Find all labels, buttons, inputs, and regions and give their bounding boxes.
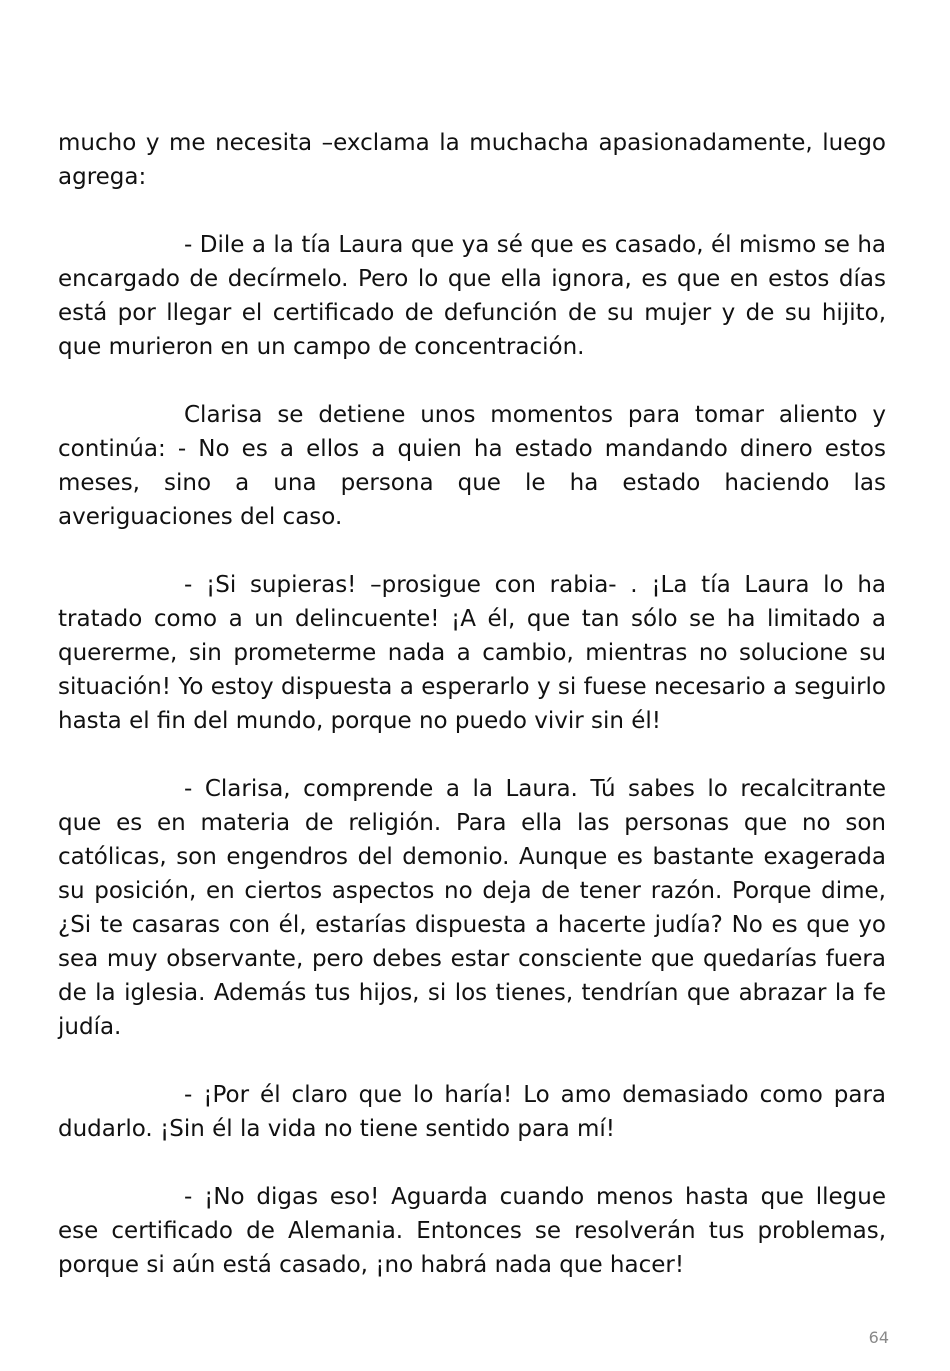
body-text xyxy=(58,126,886,1316)
paragraph-7: - ¡No digas eso! Aguarda cuando menos hasta que llegue ese certificado de Alemania. Entonces se resolverán tus problemas, porque si aún está casado, ¡no habrá nada que hacer! xyxy=(58,1184,886,1278)
paragraph-4: - ¡Si supieras! –prosigue con rabia- . ¡La tía Laura lo ha tratado como a un delincuente! ¡A él, que tan sólo se ha limitado a quererme, sin prometerme nada a cambio, mientras no solucione su situación! Yo estoy dispuesta a esperarlo y si fuese necesario a seguirlo hasta el fin del mundo, porque no puedo vivir sin él! xyxy=(58,572,886,734)
paragraph-6: - ¡Por él claro que lo haría! Lo amo demasiado como para dudarlo. ¡Sin él la vida no tiene sentido para mí! xyxy=(58,1082,886,1142)
paragraph-5: - Clarisa, comprende a la Laura. Tú sabes lo recalcitrante que es en materia de religión. Para ella las personas que no son católicas, son engendros del demonio. Aunque es bastante exagerada su posición, en ciertos aspectos no deja de tener razón. Porque dime, ¿Si te casaras con él, estarías dispuesta a hacerte judía? No es que yo sea muy observante, pero debes estar consciente que quedarías fuera de la iglesia. Además tus hijos, si los tienes, tendrían que abrazar la fe judía. xyxy=(58,776,886,1040)
paragraph-2: - Dile a la tía Laura que ya sé que es casado, él mismo se ha encargado de decírmelo. Pero lo que ella ignora, es que en estos días está por llegar el certificado de defunción de su mujer y de su hijito, que murieron en un campo de concentración. xyxy=(58,232,886,360)
paragraph-1: mucho y me necesita –exclama la muchacha apasionadamente, luego agrega: xyxy=(58,130,886,190)
paragraph-3: Clarisa se detiene unos momentos para tomar aliento y continúa: - No es a ellos a quien ha estado mandando dinero estos meses, sino a una persona que le ha estado haciendo las averiguaciones del caso. xyxy=(58,402,886,530)
page-number: 64 xyxy=(868,1328,889,1347)
